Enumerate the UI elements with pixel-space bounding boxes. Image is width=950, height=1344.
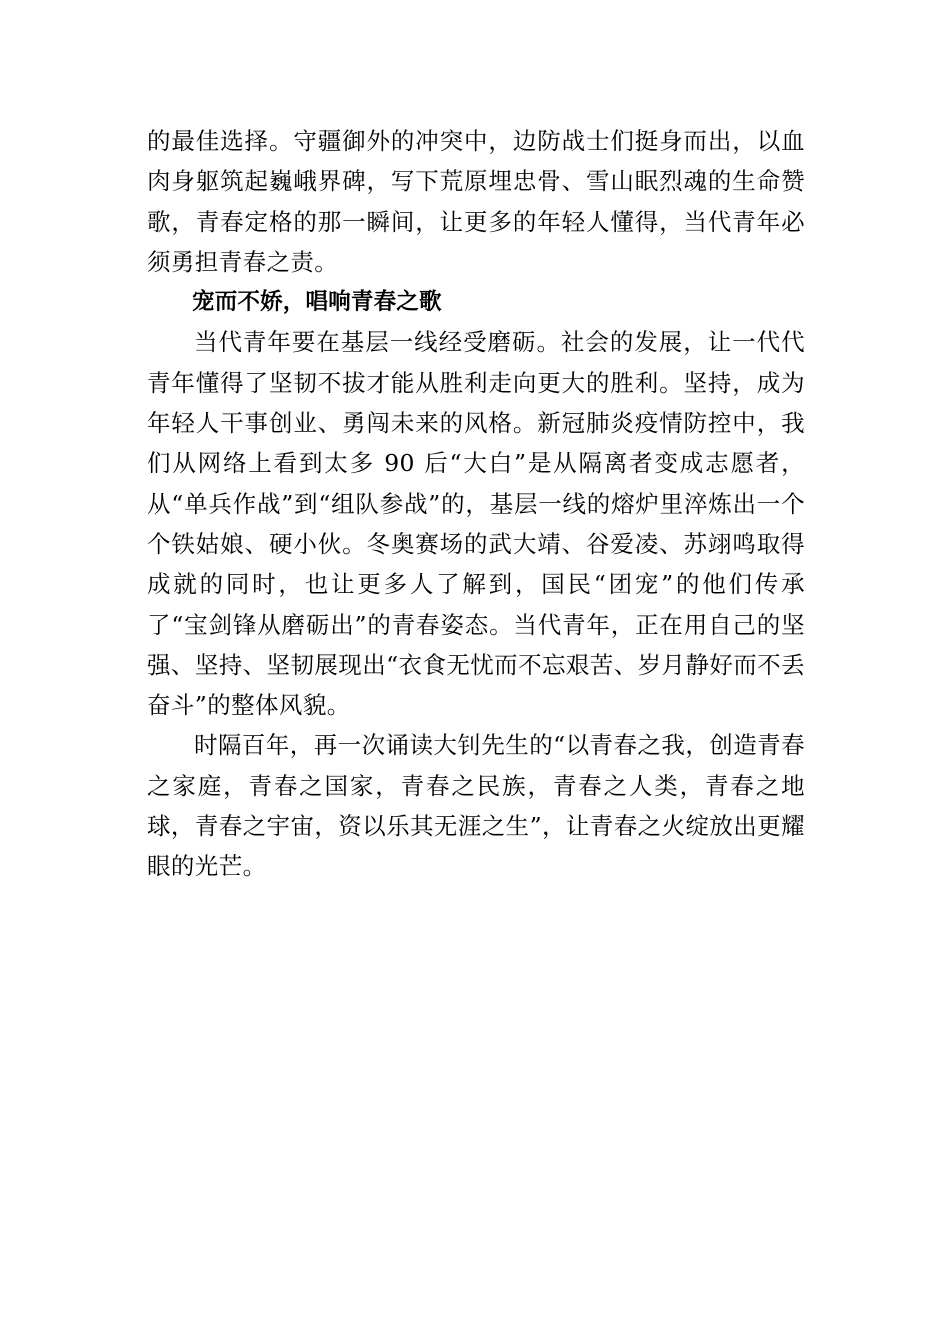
paragraph-continuation: 的最佳选择。守疆御外的冲突中，边防战士们挺身而出，以血肉身躯筑起巍峨界碑，写下荒原埋忠骨、雪山眠烈魂的生命赞歌，青春定格的那一瞬间，让更多的年轻人懂得，当代青年必须勇担青春之责。 <box>147 127 805 276</box>
document-body <box>147 121 805 887</box>
section-heading: 宠而不娇，唱响青春之歌 <box>192 289 442 316</box>
paragraph-youth-grassroots: 当代青年要在基层一线经受磨砺。社会的发展，让一代代青年懂得了坚韧不拔才能从胜利走向更大的胜利。坚持，成为年轻人干事创业、勇闯未来的风格。新冠肺炎疫情防控中，我们从网络上看到太多 90 后“大白”是从隔离者变成志愿者，从“单兵作战”到“组队参战”的，基层一线的熔炉里淬炼出一个个铁姑娘、硬小伙。冬奥赛场的武大靖、谷爱凌、苏翊鸣取得成就的同时，也让更多人了解到，国民“团宠”的他们传承了“宝剑锋从磨砺出”的青春姿态。当代青年，正在用自己的坚强、坚持、坚韧展现出“衣食无忧而不忘艰苦、岁月静好而不丢奋斗”的整体风貌。 <box>147 328 805 720</box>
paragraph-closing: 时隔百年，再一次诵读大钊先生的“以青春之我，创造青春之家庭，青春之国家，青春之民族，青春之人类，青春之地球，青春之宇宙，资以乐其无涯之生”，让青春之火绽放出更耀眼的光芒。 <box>147 731 805 881</box>
